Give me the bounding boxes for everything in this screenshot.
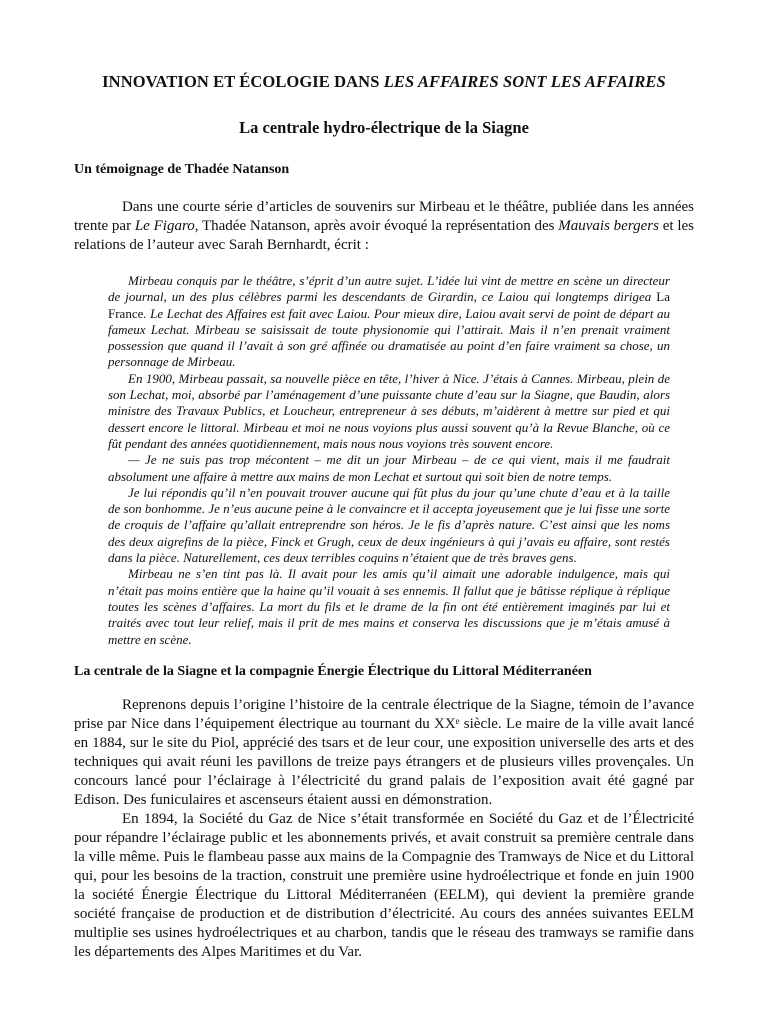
quote-paragraph-4: Je lui répondis qu’il n’en pouvait trouver aucune qui fût plus du jour qu’une chute d’eau et à la taille de son bonhomme. Je n’eus aucune peine à le convaincre et il accepta joyeusement que je lui fisse une sorte de croquis de l’affaire qu’allait entreprendre son héros. Je le fis d’après nature. C’est ainsi que les noms des deux aigrefins de la pièce, Finck et Grugh, ceux de deux ingénieurs à qui j’avais eu affaire, sont restés dans la pièce. Naturellement, ces deux terribles coquins n’étaient que de très braves gens.	[108, 484, 670, 566]
intro-text-3: et les relations de l’auteur avec Sarah Bernhardt, écrit :	[74, 218, 694, 253]
document-title	[74, 72, 694, 92]
section-heading-siagne: La centrale de la Siagne et la compagnie Énergie Électrique du Littoral Méditerranéen	[74, 663, 592, 679]
intro-italic-figaro: Le Figaro	[134, 218, 195, 234]
quote-paragraph-1	[108, 273, 670, 371]
intro-text-1: Dans une courte série d’articles de souvenirs sur Mirbeau et le théâtre, publiée dans les années trente par	[74, 199, 694, 234]
natanson-quote	[108, 273, 670, 648]
intro-italic-bergers: Mauvais bergers	[558, 218, 659, 234]
intro-text-2: , Thadée Natanson, après avoir évoqué la représentation des	[194, 218, 559, 234]
quote-paragraph-5: Mirbeau ne s’en tint pas là. Il avait pour les amis qu’il aimait une adorable indulgence, mais qui n’était pas moins entière que la haine qu’il vouait à ses ennemis. Il fallut que je bâtisse réplique à réplique toutes les scènes d’affaires. La mort du fils et le drame de la fin ont été entièrement imaginés par lui et traités avec tout leur relief, mais il prit de mes mains et conserva les discussions que je m’étais amusé à mettre en scène.	[108, 566, 670, 647]
quote-paragraph-2: En 1900, Mirbeau passait, sa nouvelle pièce en tête, l’hiver à Nice. J’étais à Cannes. Mirbeau, plein de son Lechat, moi, absorbé par l’aménagement d’une puissante chute d’eau sur la Siagne, que Baudin, alors ministre des Travaux Publics, et Loucheur, entrepreneur à ses débuts, m’aidèrent à mettre sur pied et qui dessert encore le littoral. Mirbeau et moi ne nous voyions plus aussi souvent qu’à la Revue Blanche, où ce fût pendant des années quotidiennement, mais nous nous voyions très souvent encore.	[108, 370, 670, 451]
quote-p1-part-c: . Le Lechat des Affaires est fait avec Laiou. Pour mieux dire, Laiou avait servi de point de départ au fameux Lechat. Mirbeau se saisissait de toute physionomie qui l’attirait. Mais il n’en prenait vraiment possession que quand il l’avait à son gré affinée ou dramatisée au point d’en faire vraiment sa chose, un personnage de Mirbeau.	[108, 305, 670, 370]
siagne-paragraph-1: Reprenons depuis l’origine l’histoire de la centrale électrique de la Siagne, témoin de l’avance prise par Nice dans l’équipement électrique au tournant du XXᵉ siècle. Le maire de la ville avait lancé en 1884, sur le site du Piol, apprécié des tsars et de leur cour, une exposition universelle des arts et des techniques qui avait réuni les pavillons de treize pays étrangers et de plusieurs villes provençales. Un concours lancé pour l’éclairage à l’électricité du grand palais de l’exposition avait été gagné par Edison. Des funiculaires et ascenseurs étaient aussi en démonstration.	[74, 696, 694, 808]
quote-p1-la-france: La France	[108, 289, 670, 321]
document-subtitle: La centrale hydro-électrique de la Siagne	[239, 118, 529, 137]
title-prefix: INNOVATION ET ÉCOLOGIE DANS	[102, 72, 384, 91]
title-italic: LES AFFAIRES SONT LES AFFAIRES	[383, 72, 666, 91]
quote-paragraph-3: — Je ne suis pas trop mécontent – me dit un jour Mirbeau – de ce qui vient, mais il me faudrait absolument une affaire à mettre aux mains de mon Lechat et surtout qui soit bien de notre temps.	[108, 452, 670, 484]
siagne-paragraph-2: En 1894, la Société du Gaz de Nice s’était transformée en Société du Gaz et de l’Électricité pour répandre l’éclairage public et les abonnements privés, et avait construit sa première centrale dans la ville même. Puis le flambeau passe aux mains de la Compagnie des Tramways de Nice et du Littoral qui, pour les besoins de la traction, construit une première usine hydroélectrique et fonde en juin 1900 la société Énergie Électrique du Littoral Méditerranéen (EELM), qui devient la première grande société française de production et de distribution d’électricité. Au cours des années suivantes EELM multiplie ses usines hydroélectriques et au charbon, tandis que le réseau des tramways se ramifie dans les départements des Alpes Maritimes et du Var.	[74, 810, 694, 960]
quote-p1-part-a: Mirbeau conquis par le théâtre, s’éprit d’un autre sujet. L’idée lui vint de mettre en scène un directeur de journal, un des plus célèbres parmi les descendants de Girardin, ce Laiou qui longtemps dirigea	[108, 273, 670, 305]
section-heading-natanson: Un témoignage de Thadée Natanson	[74, 162, 290, 177]
intro-paragraph	[74, 198, 694, 255]
